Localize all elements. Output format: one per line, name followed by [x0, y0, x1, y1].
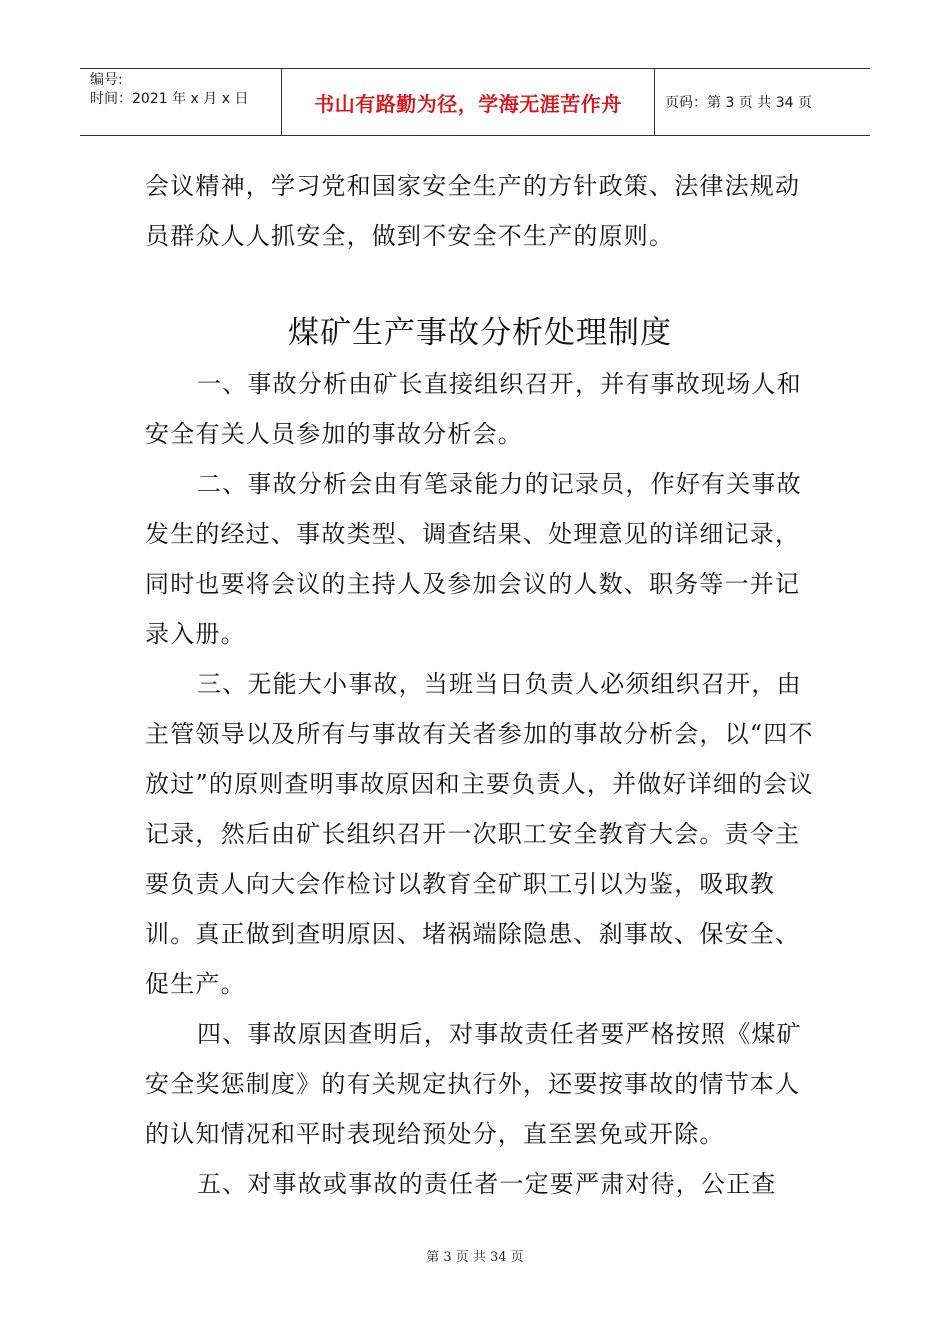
page-footer: 第 3 页 共 34 页 [426, 1250, 524, 1265]
header-motto-cell [282, 69, 655, 135]
date-label: 时间：2021 年 x 月 x 日 [90, 91, 249, 107]
paragraph-3: 三、无能大小事故，当班当日负责人必须组织召开，由主管领导以及所有与事故有关者参加的事故分析会，以“四不放过”的原则查明事故原因和主要负责人，并做好详细的会议记录，然后由矿长组织召开一次职工安全教育大会。责令主要负责人向大会作检讨以教育全矿职工引以为鉴，吸取教训。真正做到查明原因、堵祸端除隐患、刹事故、保安全、促生产。 [145, 670, 814, 998]
serial-number-label: 编号: [90, 72, 123, 88]
paragraph-1: 一、事故分析由矿长直接组织召开，并有事故现场人和安全有关人员参加的事故分析会。 [145, 370, 802, 448]
motto-text: 书山有路勤为径，学海无涯苦作舟 [314, 91, 622, 116]
paragraph-5: 五、对事故或事故的责任者一定要严肃对待，公正查 [197, 1170, 777, 1198]
header-page-info [655, 69, 870, 135]
page-header [80, 68, 870, 136]
document-body [145, 359, 815, 1209]
header-meta [80, 69, 282, 135]
section-title: 煤矿生产事故分析处理制度 [288, 315, 672, 351]
page-number-label: 页码：第 3 页 共 34 页 [665, 95, 812, 111]
paragraph-2: 二、事故分析会由有笔录能力的记录员，作好有关事故发生的经过、事故类型、调查结果、处理意见的详细记录，同时也要将会议的主持人及参加会议的人数、职务等一并记录入册。 [145, 470, 802, 648]
lead-paragraph: 会议精神，学习党和国家安全生产的方针政策、法律法规动员群众人人抓安全，做到不安全不生产的原则。 [145, 172, 801, 250]
paragraph-4: 四、事故原因查明后，对事故责任者要严格按照《煤矿安全奖惩制度》的有关规定执行外，还要按事故的情节本人的认知情况和平时表现给预处分，直至罢免或开除。 [145, 1020, 802, 1148]
lead-text [145, 161, 815, 261]
